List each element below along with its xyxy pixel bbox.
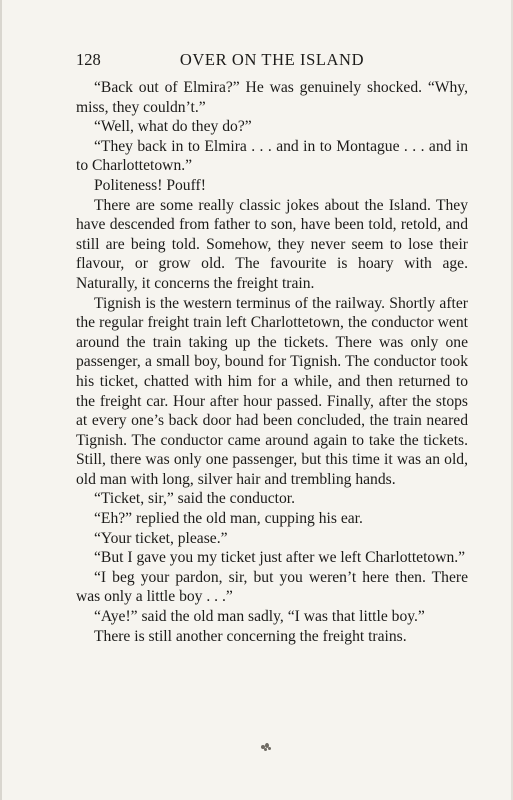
paragraph-what-do-they-do: “Well, what do they do?” — [94, 118, 252, 136]
paragraph-elmira-shocked: “Back out of Elmira?” He was genuinely shocked. “Why, miss, they couldn’t.” — [76, 79, 468, 116]
running-title: OVER ON THE ISLAND — [179, 50, 365, 69]
paragraph-politeness: Politeness! Pouff! — [94, 176, 206, 194]
page-number: 128 — [76, 50, 101, 69]
paragraph-gave-ticket: “But I gave you my ticket just after we left Charlottetown.” — [94, 549, 466, 567]
paragraph-aye: “Aye!” said the old man sadly, “I was that little boy.” — [94, 608, 425, 626]
running-header — [76, 50, 468, 72]
paragraph-classic-jokes: There are some really classic jokes about the Island. They have descended from father to son, have been told, retold, and still are being told. Somehow, they never seem to lose their flavour, or grow old. The favourite is hoary with age. Naturally, it concerns the freight train. — [76, 196, 468, 292]
paragraph-tignish-story: Tignish is the western terminus of the railway. Shortly after the regular freight train left Charlottetown, the conductor went around the train taking up the tickets. There was only one passenger, a small boy, bound for Tignish. The conductor took his ticket, chatted with him for a while, and then returned to the freight car. Hour after hour passed. Finally, after the stops at every one’s back door had been concluded, the train neared Tignish. The conductor came around again to take the tickets. Still, there was only one passenger, but this time it was an old, old man with long, silver hair and trembling hands. — [76, 294, 468, 488]
paragraph-they-back-in: “They back in to Elmira . . . and in to Montague . . . and in to Charlottetown.” — [76, 137, 468, 175]
body-text — [76, 78, 468, 646]
paragraph-eh-replied: “Eh?” replied the old man, cupping his ear. — [94, 510, 363, 528]
ornament-mark — [260, 742, 272, 752]
paragraph-ticket-sir: “Ticket, sir,” said the conductor. — [94, 490, 296, 508]
paragraph-another-concerning: There is still another concerning the freight trains. — [94, 627, 407, 645]
paragraph-your-ticket: “Your ticket, please.” — [94, 529, 228, 547]
paragraph-beg-pardon: “I beg your pardon, sir, but you weren’t here then. There was only a little boy . . .” — [76, 568, 468, 606]
